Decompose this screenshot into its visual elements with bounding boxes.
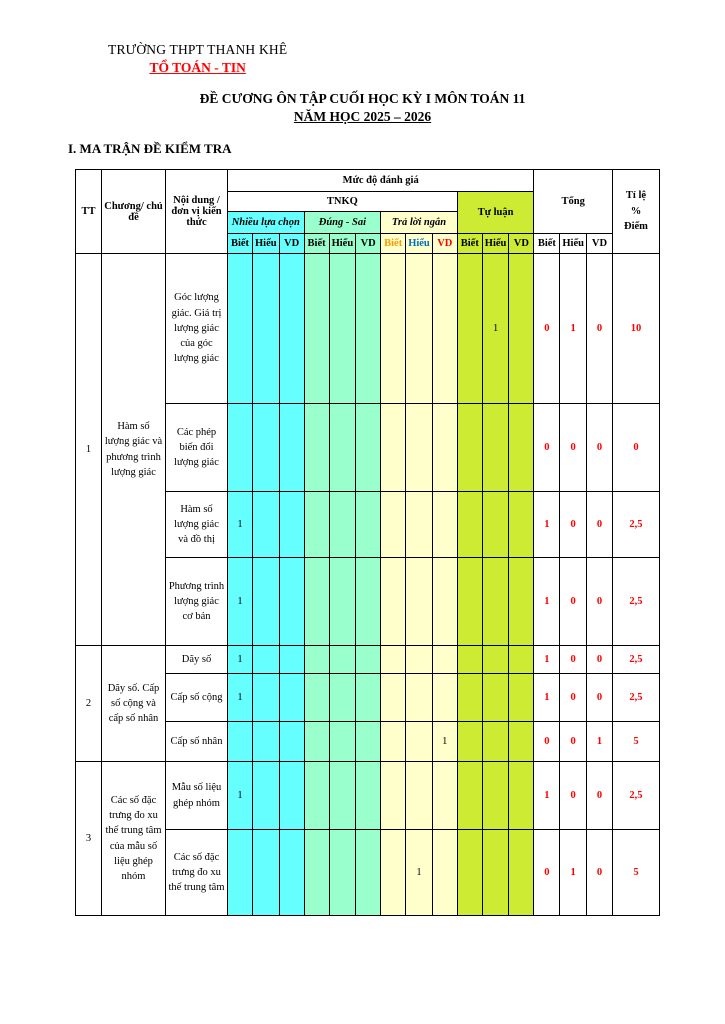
letterhead: [108, 42, 287, 76]
rate-cell: 10: [612, 254, 659, 404]
mark-cell: [329, 722, 356, 762]
mark-cell: [432, 830, 457, 916]
mark-cell: [329, 492, 356, 558]
mark-cell: [457, 722, 482, 762]
total-cell: 0: [586, 404, 612, 492]
rate-header-line: Điểm: [624, 221, 648, 233]
mark-cell: [509, 722, 534, 762]
mark-cell: [279, 404, 304, 492]
mark-cell: [279, 830, 304, 916]
chapter-cell: Dãy số. Cấp số cộng và cấp số nhân: [102, 646, 166, 762]
rate-cell: 5: [612, 830, 659, 916]
mark-cell: [509, 646, 534, 674]
topic-cell: Dãy số: [166, 646, 228, 674]
total-cell: 0: [534, 722, 560, 762]
total-cell: 0: [560, 404, 587, 492]
mark-cell: [482, 830, 509, 916]
mark-cell: 1: [228, 558, 253, 646]
total-cell: 0: [560, 722, 587, 762]
col-header-group-short-answer: Trả lời ngắn: [381, 212, 458, 234]
mark-cell: [329, 254, 356, 404]
total-cell: 0: [560, 762, 587, 830]
department-name: TỔ TOÁN - TIN: [149, 60, 246, 75]
mark-cell: [509, 254, 534, 404]
mark-cell: [482, 762, 509, 830]
mark-cell: [482, 674, 509, 722]
table-header: [76, 170, 660, 254]
mark-cell: [509, 404, 534, 492]
chapter-cell: Các số đặc trưng đo xu thế trung tâm của mẫu số liệu ghép nhóm: [102, 762, 166, 916]
school-year: NĂM HỌC 2025 – 2026: [293, 109, 432, 124]
school-name: TRƯỜNG THPT THANH KHÊ: [108, 42, 288, 57]
total-cell: 1: [560, 830, 587, 916]
col-header-level-hieu: Hiểu: [253, 234, 280, 254]
tt-cell: 3: [76, 762, 102, 916]
mark-cell: [457, 762, 482, 830]
mark-cell: [279, 674, 304, 722]
rate-cell: 2,5: [612, 492, 659, 558]
mark-cell: [228, 722, 253, 762]
col-header-rate: [612, 170, 659, 254]
mark-cell: 1: [228, 646, 253, 674]
total-cell: 0: [560, 646, 587, 674]
total-cell: 1: [534, 762, 560, 830]
mark-cell: [432, 674, 457, 722]
total-cell: 0: [534, 404, 560, 492]
mark-cell: [457, 674, 482, 722]
mark-cell: [406, 558, 433, 646]
table-row: [76, 254, 660, 404]
mark-cell: [356, 830, 381, 916]
mark-cell: [381, 404, 406, 492]
mark-cell: 1: [432, 722, 457, 762]
mark-cell: [253, 492, 280, 558]
table-body: [76, 254, 660, 916]
mark-cell: [406, 492, 433, 558]
total-cell: 0: [586, 830, 612, 916]
rate-cell: 2,5: [612, 558, 659, 646]
col-header-level-biet: Biết: [457, 234, 482, 254]
topic-cell: Cấp số nhân: [166, 722, 228, 762]
chapter-cell: Hàm số lượng giác và phương trình lượng giác: [102, 254, 166, 646]
col-header-level-vd: VD: [509, 234, 534, 254]
col-header-level-hieu: Hiểu: [329, 234, 356, 254]
mark-cell: [356, 762, 381, 830]
mark-cell: [482, 492, 509, 558]
total-cell: 0: [586, 558, 612, 646]
doc-title: ĐỀ CƯƠNG ÔN TẬP CUỐI HỌC KỲ I MÔN TOÁN 11: [199, 91, 526, 106]
mark-cell: [509, 558, 534, 646]
total-cell: 0: [560, 674, 587, 722]
col-header-level-hieu: Hiểu: [560, 234, 587, 254]
topic-cell: Phương trình lượng giác cơ bản: [166, 558, 228, 646]
mark-cell: [329, 830, 356, 916]
col-header-level-vd: VD: [432, 234, 457, 254]
mark-cell: [381, 558, 406, 646]
mark-cell: [406, 674, 433, 722]
mark-cell: [304, 404, 329, 492]
total-cell: 0: [586, 674, 612, 722]
col-header-level-biet: Biết: [228, 234, 253, 254]
col-header-tuluan: Tự luận: [457, 192, 534, 234]
mark-cell: 1: [482, 254, 509, 404]
mark-cell: [253, 254, 280, 404]
mark-cell: [457, 558, 482, 646]
mark-cell: [432, 492, 457, 558]
mark-cell: [432, 404, 457, 492]
mark-cell: [304, 558, 329, 646]
rate-cell: 2,5: [612, 762, 659, 830]
col-header-level-hieu: Hiểu: [406, 234, 433, 254]
mark-cell: [304, 674, 329, 722]
mark-cell: [457, 830, 482, 916]
mark-cell: [432, 646, 457, 674]
rate-cell: 2,5: [612, 674, 659, 722]
mark-cell: [381, 762, 406, 830]
mark-cell: [356, 722, 381, 762]
mark-cell: [253, 722, 280, 762]
mark-cell: [279, 646, 304, 674]
mark-cell: 1: [228, 674, 253, 722]
mark-cell: 1: [406, 830, 433, 916]
mark-cell: [356, 492, 381, 558]
tt-cell: 2: [76, 646, 102, 762]
mark-cell: [482, 404, 509, 492]
topic-cell: Các số đặc trưng đo xu thế trung tâm: [166, 830, 228, 916]
mark-cell: [329, 674, 356, 722]
tt-cell: 1: [76, 254, 102, 646]
mark-cell: [381, 492, 406, 558]
mark-cell: [253, 830, 280, 916]
total-cell: 1: [534, 558, 560, 646]
mark-cell: [406, 254, 433, 404]
mark-cell: [228, 830, 253, 916]
mark-cell: [406, 404, 433, 492]
total-cell: 1: [534, 646, 560, 674]
mark-cell: [228, 254, 253, 404]
section-title: I. MA TRẬN ĐỀ KIỂM TRA: [68, 141, 232, 156]
mark-cell: [356, 254, 381, 404]
mark-cell: [304, 762, 329, 830]
mark-cell: [406, 646, 433, 674]
mark-cell: [228, 404, 253, 492]
mark-cell: [381, 254, 406, 404]
rate-header-line: %: [630, 205, 642, 217]
total-cell: 0: [586, 254, 612, 404]
mark-cell: [381, 722, 406, 762]
mark-cell: [356, 674, 381, 722]
total-cell: 0: [586, 492, 612, 558]
mark-cell: [482, 722, 509, 762]
topic-cell: Mẫu số liệu ghép nhóm: [166, 762, 228, 830]
mark-cell: [253, 558, 280, 646]
mark-cell: [509, 830, 534, 916]
mark-cell: [509, 674, 534, 722]
rate-cell: 0: [612, 404, 659, 492]
topic-cell: Góc lượng giác. Giá trị lượng giác của góc lượng giác: [166, 254, 228, 404]
mark-cell: [253, 762, 280, 830]
col-header-chapter: Chương/ chủ đề: [102, 170, 166, 254]
mark-cell: [381, 674, 406, 722]
mark-cell: [482, 558, 509, 646]
mark-cell: [509, 492, 534, 558]
mark-cell: [329, 558, 356, 646]
total-cell: 1: [534, 492, 560, 558]
mark-cell: [304, 722, 329, 762]
mark-cell: [329, 646, 356, 674]
mark-cell: [457, 646, 482, 674]
matrix-table: [75, 169, 660, 916]
mark-cell: [304, 492, 329, 558]
total-cell: 1: [586, 722, 612, 762]
mark-cell: [253, 674, 280, 722]
col-header-group-true-false: Đúng - Sai: [304, 212, 381, 234]
mark-cell: [304, 830, 329, 916]
mark-cell: [253, 646, 280, 674]
col-header-level-vd: VD: [356, 234, 381, 254]
mark-cell: [381, 830, 406, 916]
topic-cell: Các phép biến đổi lượng giác: [166, 404, 228, 492]
mark-cell: [356, 558, 381, 646]
mark-cell: [381, 646, 406, 674]
col-header-level-biet: Biết: [304, 234, 329, 254]
mark-cell: [406, 722, 433, 762]
col-header-tnkq: TNKQ: [228, 192, 458, 212]
mark-cell: [304, 254, 329, 404]
total-cell: 1: [560, 254, 587, 404]
total-cell: 0: [586, 646, 612, 674]
mark-cell: [406, 762, 433, 830]
total-cell: 0: [560, 492, 587, 558]
mark-cell: [457, 254, 482, 404]
mark-cell: [253, 404, 280, 492]
topic-cell: Hàm số lượng giác và đồ thị: [166, 492, 228, 558]
mark-cell: [356, 646, 381, 674]
total-cell: 0: [586, 762, 612, 830]
topic-cell: Cấp số cộng: [166, 674, 228, 722]
mark-cell: [457, 492, 482, 558]
col-header-assessment: Mức độ đánh giá: [228, 170, 534, 192]
col-header-group-multiple-choice: Nhiều lựa chọn: [228, 212, 305, 234]
mark-cell: [457, 404, 482, 492]
col-header-total: Tổng: [534, 170, 613, 234]
rate-cell: 5: [612, 722, 659, 762]
col-header-tt: TT: [76, 170, 102, 254]
col-header-level-vd: VD: [586, 234, 612, 254]
mark-cell: [509, 762, 534, 830]
col-header-level-hieu: Hiểu: [482, 234, 509, 254]
col-header-level-biet: Biết: [381, 234, 406, 254]
rate-header-line: Tỉ lệ: [625, 189, 647, 201]
table-row: [76, 762, 660, 830]
mark-cell: [432, 254, 457, 404]
mark-cell: [329, 404, 356, 492]
rate-cell: 2,5: [612, 646, 659, 674]
col-header-level-biet: Biết: [534, 234, 560, 254]
mark-cell: [279, 558, 304, 646]
col-header-content: Nội dung / đơn vị kiến thức: [166, 170, 228, 254]
mark-cell: 1: [228, 762, 253, 830]
mark-cell: 1: [228, 492, 253, 558]
mark-cell: [279, 722, 304, 762]
total-cell: 0: [534, 830, 560, 916]
mark-cell: [279, 254, 304, 404]
total-cell: 0: [560, 558, 587, 646]
mark-cell: [304, 646, 329, 674]
mark-cell: [356, 404, 381, 492]
mark-cell: [482, 646, 509, 674]
total-cell: 0: [534, 254, 560, 404]
mark-cell: [329, 762, 356, 830]
col-header-level-vd: VD: [279, 234, 304, 254]
mark-cell: [432, 558, 457, 646]
mark-cell: [279, 762, 304, 830]
table-row: [76, 646, 660, 674]
mark-cell: [432, 762, 457, 830]
total-cell: 1: [534, 674, 560, 722]
mark-cell: [279, 492, 304, 558]
